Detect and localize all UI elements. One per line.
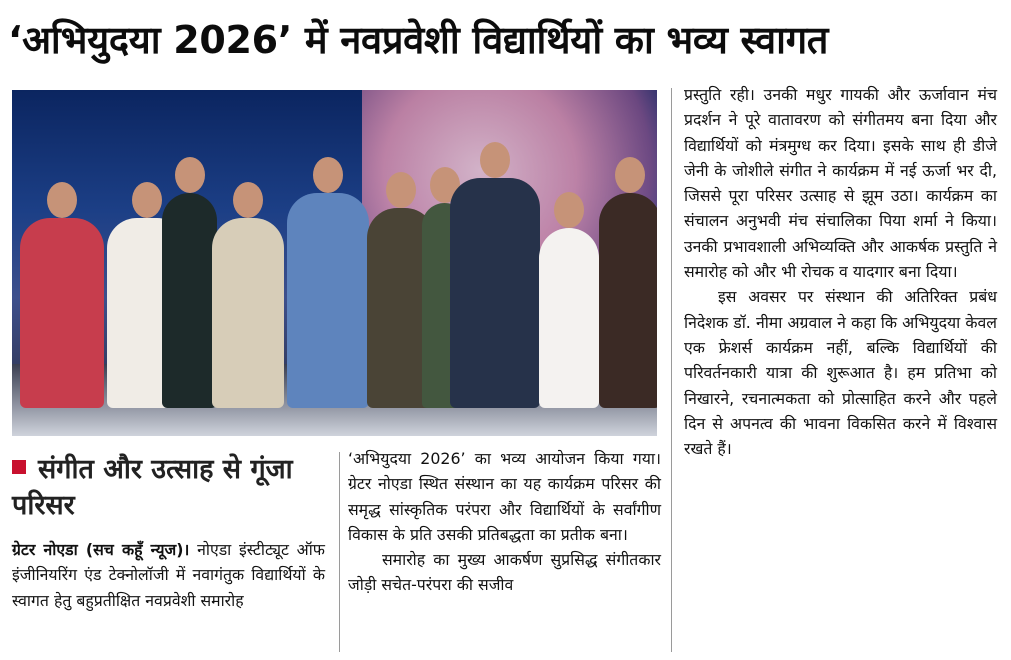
article-column-3 <box>684 82 997 461</box>
paragraph: समारोह का मुख्य आकर्षण सुप्रसिद्ध संगीतकार जोड़ी सचेत-परंपरा की सजीव <box>348 550 661 595</box>
person-figure <box>20 218 104 408</box>
paragraph: प्रस्तुति रही। उनकी मधुर गायकी और ऊर्जावान मंच प्रदर्शन ने पूरे वातावरण को संगीतमय बना दिया और विद्यार्थियों को मंत्रमुग्ध कर दिया। इसके साथ ही डीजे जेनी के जोशीले संगीत ने कार्यक्रम में नई ऊर्जा भर दी, जिससे पूरा परिसर उत्साह से झूम उठा। कार्यक्रम का संचालन अनुभवी मंच संचालिका पिया शर्मा ने किया। उनकी प्रभावशाली अभिव्यक्ति और आकर्षक प्रस्तुति ने समारोह को और भी रोचक व यादगार बना दिया। <box>684 85 997 282</box>
person-figure <box>450 178 540 408</box>
article-column-1 <box>12 537 325 613</box>
person-figure <box>599 193 657 408</box>
event-photo <box>12 90 657 436</box>
person-figure <box>539 228 599 408</box>
person-figure <box>287 193 369 408</box>
paragraph: ग्रेटर नोएडा (सच कहूँ न्यूज)। नोएडा इंस्टीट्यूट ऑफ इंजीनियरिंग एंड टेक्नोलॉजी में नवागंतुक विद्यार्थियों के स्वागत हेतु बहुप्रतीक्षित नवप्रवेशी समारोह <box>12 540 325 610</box>
person-figure <box>212 218 284 408</box>
subheading: संगीत और उत्साह से गूंजा परिसर <box>12 454 293 521</box>
headline: ‘अभियुदया 2026’ में नवप्रवेशी विद्यार्थियों का भव्य स्वागत <box>8 18 829 62</box>
paragraph: इस अवसर पर संस्थान की अतिरिक्त प्रबंध निदेशक डॉ. नीमा अग्रवाल ने कहा कि अभियुदया केवल एक फ्रेशर्स कार्यक्रम नहीं, बल्कि विद्यार्थियों की परिवर्तनकारी यात्रा की शुरूआत है। हम प्रतिभा को निखारने, रचनात्मकता को प्रोत्साहित करने और पहले दिन से अपनत्व की भावना विकसित करने में विश्वास रखते हैं। <box>684 287 997 459</box>
person-figure <box>162 193 217 408</box>
bullet-icon <box>12 460 26 474</box>
column-divider <box>671 88 672 652</box>
column-divider <box>339 452 340 652</box>
paragraph: ‘अभियुदया 2026’ का भव्य आयोजन किया गया। ग्रेटर नोएडा स्थित संस्थान का यह कार्यक्रम परिसर की समृद्ध सांस्कृतिक परंपरा और विद्यार्थियों के सर्वांगीण विकास के प्रति उसकी प्रतिबद्धता का प्रतीक बना। <box>348 449 661 544</box>
article-column-2 <box>348 446 661 598</box>
dateline: ग्रेटर नोएडा (सच कहूँ न्यूज)। <box>12 540 190 559</box>
